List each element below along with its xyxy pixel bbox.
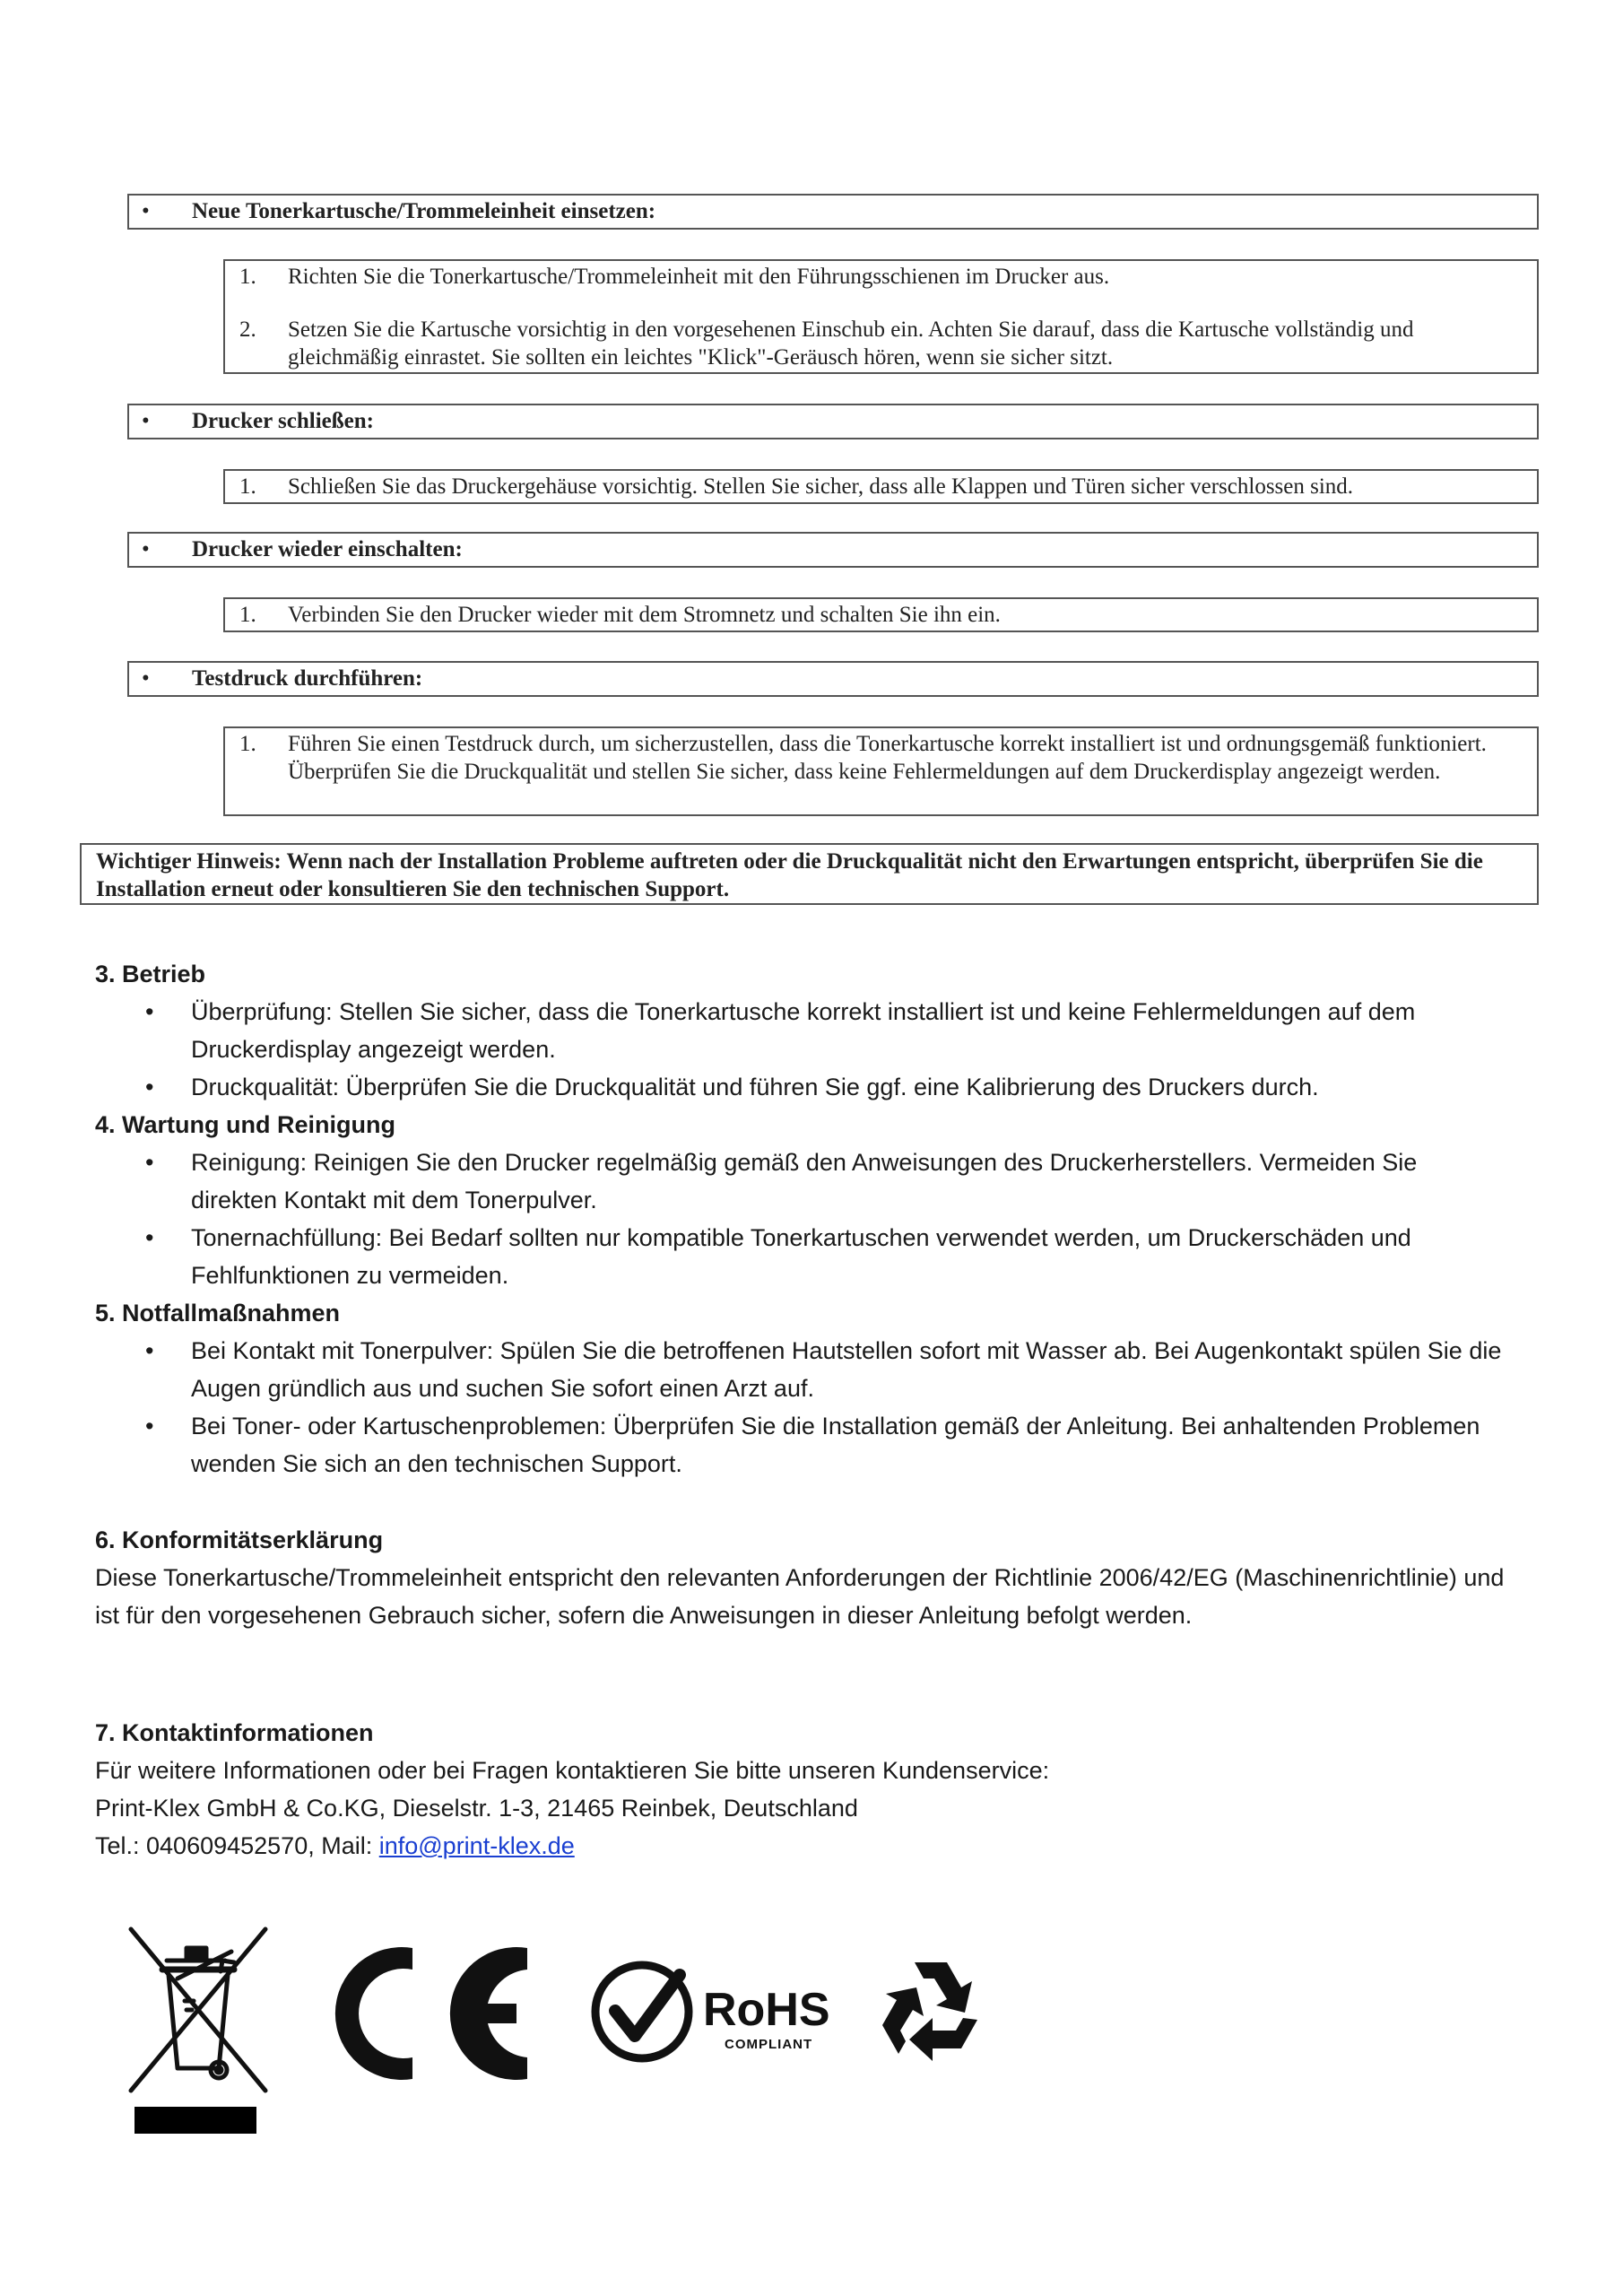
step-item <box>225 730 1537 786</box>
compliance-symbols <box>0 1910 1623 2144</box>
ce-mark-icon <box>332 1937 538 2090</box>
recycle-icon <box>868 1946 994 2072</box>
bullet-list <box>95 1144 1530 1294</box>
bullet: • <box>142 199 150 223</box>
bullet: • <box>145 998 154 1025</box>
section-conformity <box>95 1521 1530 1634</box>
heading-insert: Neue Tonerkartusche/Trommeleinheit einsetzen: <box>192 199 656 223</box>
bullet: • <box>145 1074 154 1100</box>
step-text: Verbinden Sie den Drucker wieder mit dem Stromnetz und schalten Sie ihn ein. <box>288 603 1001 627</box>
list-item <box>95 993 1530 1068</box>
weee-crossed-bin-icon <box>122 1925 274 2140</box>
list-item-text: Druckqualität: Überprüfen Sie die Druckqualität und führen Sie ggf. eine Kalibrierung des Druckers durch. <box>191 1074 1319 1100</box>
contact-phone-mail <box>95 1827 1530 1865</box>
step-text: Richten Sie die Tonerkartusche/Trommeleinheit mit den Führungsschienen im Drucker aus. <box>288 265 1110 289</box>
heading-test: Testdruck durchführen: <box>192 666 423 691</box>
step-number: 2. <box>239 317 256 342</box>
rohs-compliant-icon <box>590 1955 850 2072</box>
list-item-text: Bei Kontakt mit Tonerpulver: Spülen Sie die betroffenen Hautstellen sofort mit Wasser ab. Bei Augenkontakt spülen Sie die Augen gründlich aus und suchen Sie sofort einen Arzt auf. <box>191 1337 1502 1402</box>
bullet: • <box>142 666 150 691</box>
section-heading: 7. Kontaktinformationen <box>95 1719 374 1746</box>
contact-line: Für weitere Informationen oder bei Fragen kontaktieren Sie bitte unseren Kundenservice: <box>95 1757 1050 1784</box>
list-item-text: Reinigung: Reinigen Sie den Drucker regelmäßig gemäß den Anweisungen des Druckerherstellers. Vermeiden Sie direkten Kontakt mit dem Tonerpulver. <box>191 1149 1418 1213</box>
heading-box-test <box>127 661 1539 697</box>
list-item <box>95 1407 1530 1483</box>
contact-address: Print-Klex GmbH & Co.KG, Dieselstr. 1-3, 21465 Reinbek, Deutschland <box>95 1795 858 1822</box>
step-number: 1. <box>239 474 256 499</box>
list-item-text: Bei Toner- oder Kartuschenproblemen: Überprüfen Sie die Installation gemäß der Anleitung. Bei anhaltenden Problemen wenden Sie sich an den technischen Support. <box>191 1413 1480 1477</box>
step-box-close <box>223 469 1539 504</box>
step-item <box>225 263 1537 291</box>
step-number: 1. <box>239 603 256 627</box>
email-link[interactable]: info@print-klex.de <box>378 1832 575 1859</box>
step-number: 1. <box>239 732 256 756</box>
section-heading: 4. Wartung und Reinigung <box>95 1111 395 1138</box>
list-item <box>95 1144 1530 1219</box>
important-notice: Wichtiger Hinweis: Wenn nach der Installation Probleme auftreten oder die Druckqualität nicht den Erwartungen entspricht, überprüfen Sie die Installation erneut oder konsultieren Sie den technischen Support. <box>80 843 1539 905</box>
heading-box-insert <box>127 194 1539 230</box>
step-text: Führen Sie einen Testdruck durch, um sicherzustellen, dass die Tonerkartusche korrekt installiert ist und ordnungsgemäß funktioniert. Überprüfen Sie die Druckqualität und stellen Sie sicher, dass keine Fehlermeldungen auf dem Druckerdisplay angezeigt werden. <box>288 732 1487 784</box>
heading-box-power <box>127 532 1539 568</box>
bullet: • <box>145 1149 154 1176</box>
bullet: • <box>142 537 150 561</box>
list-item <box>95 1068 1530 1106</box>
step-text: Schließen Sie das Druckergehäuse vorsichtig. Stellen Sie sicher, dass alle Klappen und Türen sicher verschlossen sind. <box>288 474 1354 499</box>
section-contact <box>95 1714 1530 1865</box>
phone-label: Tel.: 040609452570, Mail: <box>95 1832 379 1859</box>
section-heading: 3. Betrieb <box>95 961 206 987</box>
conformity-text: Diese Tonerkartusche/Trommeleinheit entspricht den relevanten Anforderungen der Richtlinie 2006/42/EG (Maschinenrichtlinie) und ist für den vorgesehenen Gebrauch sicher, sofern die Anweisungen in dieser Anleitung befolgt werden. <box>95 1564 1505 1629</box>
section-operation <box>95 955 1530 1483</box>
step-box-insert <box>223 259 1539 374</box>
rohs-compliant-label: COMPLIANT <box>725 2037 813 2052</box>
step-box-power <box>223 597 1539 632</box>
section-heading: 5. Notfallmaßnahmen <box>95 1300 341 1326</box>
rohs-label: RoHS <box>703 1984 830 2036</box>
list-item <box>95 1219 1530 1294</box>
bullet: • <box>142 409 150 433</box>
heading-close: Drucker schließen: <box>192 409 374 433</box>
step-item <box>225 316 1537 371</box>
bullet: • <box>145 1224 154 1251</box>
heading-box-close <box>127 404 1539 439</box>
bullet-list <box>95 993 1530 1106</box>
heading-power: Drucker wieder einschalten: <box>192 537 463 561</box>
step-text: Setzen Sie die Kartusche vorsichtig in den vorgesehenen Einschub ein. Achten Sie darauf, dass die Kartusche vollständig und gleichmäßig einrastet. Sie sollten ein leichtes "Klick"-Geräusch hören, wenn sie sicher sitzt. <box>288 317 1414 370</box>
list-item-text: Tonernachfüllung: Bei Bedarf sollten nur kompatible Tonerkartuschen verwendet werden, um Druckerschäden und Fehlfunktionen zu vermeiden. <box>191 1224 1411 1289</box>
bullet: • <box>145 1337 154 1364</box>
step-number: 1. <box>239 265 256 289</box>
list-item-text: Überprüfung: Stellen Sie sicher, dass die Tonerkartusche korrekt installiert ist und keine Fehlermeldungen auf dem Druckerdisplay angezeigt werden. <box>191 998 1416 1063</box>
section-heading: 6. Konformitätserklärung <box>95 1526 384 1553</box>
step-box-test <box>223 726 1539 816</box>
bullet-list <box>95 1332 1530 1483</box>
step-item <box>225 601 1537 629</box>
step-item <box>225 473 1537 500</box>
list-item <box>95 1332 1530 1407</box>
bullet: • <box>145 1413 154 1439</box>
